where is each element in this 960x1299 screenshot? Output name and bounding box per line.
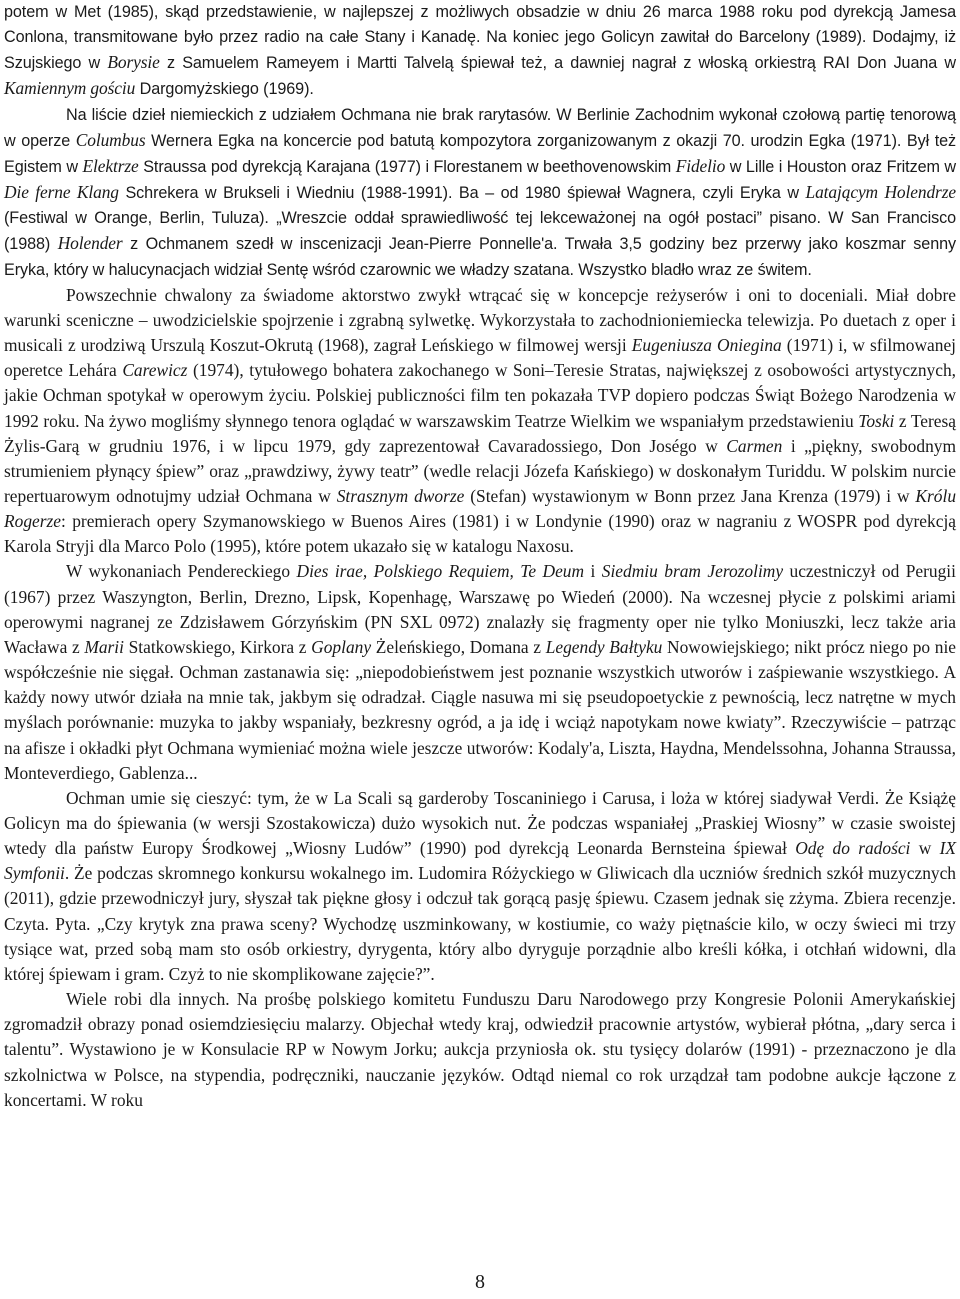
italic-title: Carmen [726,435,783,456]
italic-title: Eugeniusza Oniegina [631,335,782,356]
italic-title: Latającym Holendrze [805,182,956,203]
text-run: Żeleńskiego, Domana z [371,636,546,657]
text-run: Wernera Egka na koncercie pod batutą kompozytora zorganizowanym z okazji 70. urodzin Egka (1971). Był też Egistem w [4,131,956,176]
text-run: (1974), tytułowego bohatera zakochanego w Soni–Teresie Stratas, największej z osobowości artystycznych, jakie Ochman spotykał w operowym życiu. Polskiej publiczności film ten pokazała TVP dopiero podczas Świąt Bożego Narodzenia w 1992 roku. Na żywo mogliśmy słynnego tenora oglądać w warszawskim Teatrze Wielkim we wspaniałym przedstawieniu [4,360,956,431]
italic-title: Siedmiu bram Jerozolimy [601,561,784,582]
text-run: Powszechnie chwalony za świadome aktorstwo zwykł wtrącać się w koncepcje reżyserów i oni to doceniali. Miał dobre warunki sceniczne – uwodzicielskie spojrzenie i zgrabną sylwetkę. Wykorzystała to zachodnioniemiecka telewizja. Po duetach z oper i musicali z urodziwą Urszulą Koszut-Okrutą (1968), zagrał Leńskiego w filmowej wersji [4,284,956,356]
text-run: Wiele robi dla innych. Na prośbę polskiego komitetu Funduszu Daru Narodowego przy Kongresie Polonii Amerykańskiej zgromadził obrazy ponad osiemdziesięciu malarzy. Objechał wtedy kraj, odwiedził pracownie artystów, wybierał płótna, „dary serca i talentu”. Wystawiono je w Konsulacie RP w Nowym Jorku; aukcja przyniosła ok. stu tysięcy dolarów (1991) - przeznaczono je dla szkolnictwa w Polsce, na stypendia, podręczniki, nauczanie języków. Odtąd niemal co rok urządzał tam podobne aukcje łączone z koncertami. W roku [4,989,956,1110]
italic-title: Columbus [75,129,146,150]
text-run: z Teresą Żylis-Garą w grudniu 1976, i w lipcu 1979, gdy zaprezentował Cavaradossiego, Don Joségo w [4,410,956,456]
text-run: w [910,838,940,859]
paragraph [4,283,956,560]
italic-title: Carewicz [122,360,188,381]
text-run: Na liście dzieł niemieckich z udziałem Ochmana nie brak rarytasów. W Berlinie Zachodnim wykonał czołową partię tenorową w operze [4,105,956,150]
italic-title: Fidelio [675,155,726,176]
italic-title: Strasznym dworze [336,485,465,506]
text-run: z Samuelem Rameyem i Martti Talvelą śpiewał też, a dawniej nagrał z włoską orkiestrą RAI Don Juana w [159,54,956,73]
text-run: Straussa pod dyrekcją Karajana (1977) i Florestanem w beethovenowskim [138,157,676,176]
italic-title: Die ferne Klang [4,182,119,203]
italic-title: Marii [84,636,124,657]
italic-title: Borysie [107,52,160,73]
text-run: potem w Met (1985), skąd przedstawienie, w najlepszej z możliwych obsadzie w dniu 26 marca 1988 roku pod dyrekcją Jamesa Conlona, transmitowane było przez radio na całe Stany i Kanadę. Na koniec jego Golicyn zawitał do Barcelony (1989). Dodajmy, iż Szujskiego w [4,3,956,73]
text-run: z Ochmanem szedł w inscenizacji Jean-Pierre Ponnelle'a. Trwała 3,5 godziny bez przerwy jako koszmar senny Eryka, który w halucynacjach widział Sentę wśród czarownic we władzy szatana. Wszystko bladło wraz ze świtem. [4,235,957,279]
paragraph [4,559,956,785]
text-run: . Że podczas skromnego konkursu wokalnego im. Ludomira Różyckiego w Gliwicach dla uczniów średnich szkół muzycznych (2011), gdzie przewodniczył jury, słyszał tak piękne głosy i odczuł tak gorącą pasję śpiewu. Czasem jednak się zżyma. Zbiera recenzje. Czyta. Pyta. „Czy krytyk zna prawa sceny? Wychodzę uszminkowany, w kostiumie, co waży piętnaście kilo, w oczy świeci mi trzy tysiące wat, przed sobą mam sto osób orkiestry, dyrygenta, który albo dyryguje porządnie albo kreśli kółka, i otchłań widowni, dla której śpiewam i gram. Czyż to nie skomplikowane zajęcie?”. [4,863,956,984]
text-run: i „piękny, swobodnym strumieniem płynący śpiew” oraz „prawdziwy, żywy teatr” (wedle relacji Józefa Kańskiego) w doskonałym Turiddu. W polskim nurcie repertuarowym odnotujmy udział Ochmana w [4,435,956,506]
text-run: Nowowiejskiego; nikt prócz niego po nie współcześnie nie sięgał. Ochman zastanawia się: „niepodobieństwem jest poznanie wszystkich utworów i zaśpiewanie wszystkiego. A każdy nowy utwór działa na mnie tak, jakbym się odradzał. Ciągle nasuwa mi się pseudopoetyckie z pewnością, lecz natrętne w mych myślach porównanie: muzyka to jakby wspaniały, bezkresny ogród, a ja idę i wciąż napotykam nowe kwiaty”. Rzeczywiście – patrząc na afisze i okładki płyt Ochmana wymieniać można wiele jeszcze utworów: Kodaly'a, Liszta, Haydna, Mendelssohna, Johanna Straussa, Monteverdiego, Gablenza... [4,636,956,783]
italic-title: Toski [858,410,895,431]
text-run: i [584,561,602,582]
text-run: (Festiwal w Orange, Berlin, Tuluza). „Wreszcie oddał sprawiedliwość tej lekceważonej na ogół postaci” pisano. W San Francisco (1988) [4,209,956,254]
text-run: W wykonaniach Pendereckiego [66,561,297,582]
italic-title: Dies irae, Polskiego Requiem, Te Deum [296,561,585,582]
italic-title: Elektrze [82,155,139,176]
paragraph [4,987,956,1113]
text-run: Ochman umie się cieszyć: tym, że w La Scali są garderoby Toscaniniego i Carusa, i loża w której siadywał Verdi. Że Książę Golicyn ma do śpiewania (w wersji Szostakowicza) dużo wysokich nut. Że podczas wspaniałej „Praskiej Wiosny” w czasie swoistej wtedy dla państw Europy Środkowej „Wiosny Ludów” (1990) pod dyrekcją Leonarda Bernsteina śpiewał [4,787,956,859]
italic-title: Odę do radości [795,838,911,859]
italic-title: Holender [57,233,123,254]
italic-title: IX Symfonii [4,838,956,884]
text-run: Dargomyżskiego (1969). [135,80,314,99]
text-run: uczestniczył od Perugii (1967) przez Waszyngton, Berlin, Drezno, Lipsk, Kopenhagę, Warszawę po Wiedeń (2000). Na wczesnej płycie z polskimi ariami operowymi nagranej ze Zdzisławem Górzyńskim (PN SXL 0972) znalazły się fragmenty oper nie tylko Moniuszki, lecz także aria Wacława z [4,561,956,657]
paragraph [4,103,956,283]
text-run: Schrekera w Brukseli i Wiedniu (1988-1991). Ba – od 1980 śpiewał Wagnera, czyli Eryka w [118,184,806,203]
page-number: 8 [475,1271,485,1293]
text-run: (1971) i, w sfilmowanej operetce Lehára [4,335,957,381]
paragraph [4,786,956,987]
italic-title: Kamiennym gościu [4,78,136,99]
text-run: (Stefan) wystawionym w Bonn przez Jana Krenza (1979) i w [464,485,916,506]
italic-title: Goplany [311,636,372,657]
italic-title: Legendy Bałtyku [545,636,663,657]
paragraph [4,0,956,103]
text-run: : premierach opery Szymanowskiego w Buenos Aires (1981) i w Londynie (1990) oraz w nagraniu z WOSPR pod dyrekcją Karola Stryji dla Marco Polo (1995), które potem ukazało się w katalogu Naxosu. [4,511,956,557]
italic-title: Królu Rogerze [4,485,957,532]
text-run: w Lille i Houston oraz Fritzem w [725,157,956,176]
text-run: Statkowskiego, Kirkora z [123,636,312,657]
